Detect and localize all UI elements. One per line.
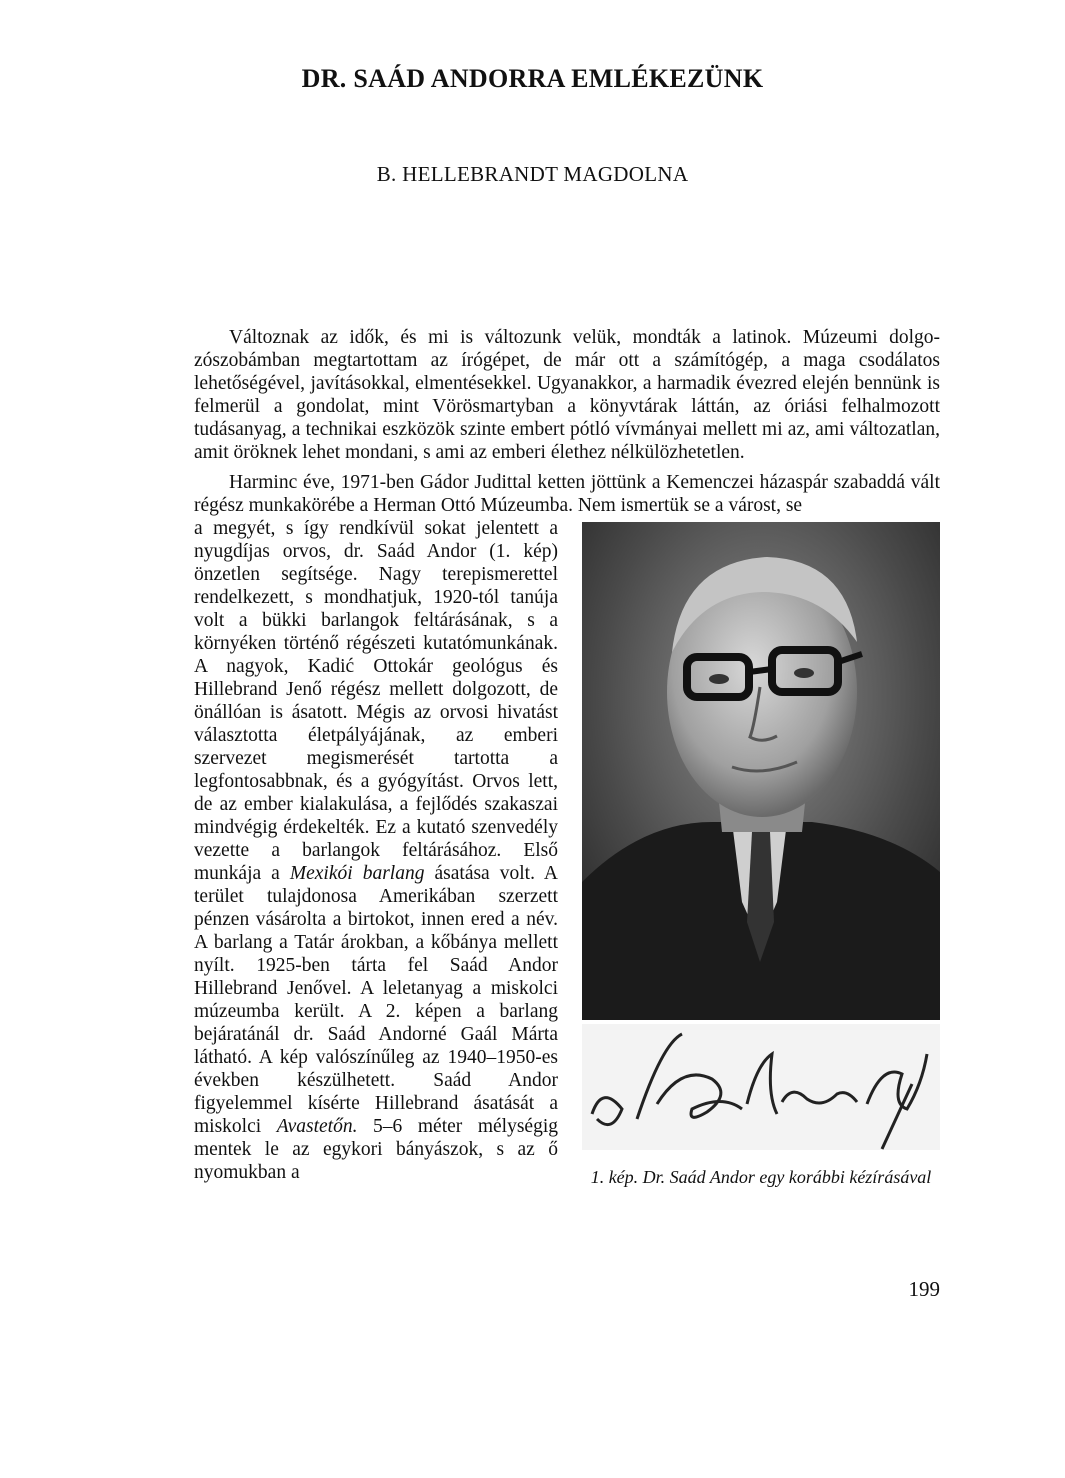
signature-image [582,1024,940,1150]
handwritten-signature-drawing [582,1024,940,1150]
article-author: B. HELLEBRANDT MAGDOLNA [376,162,689,186]
column-text-part1: a megyét, s így rendkívül sokat jelentett a nyugdíjas orvos, dr. Saád Andor (1. kép) önzetlen segítsége. Nagy terepismerettel rendelkezett, s mondhatjuk, 1920-tól tanúja volt a bükki barlangok feltárásának, s a környéken történő régészeti kutatómunkának. A nagyok, Kadić Ottokár geológus és Hillebrand Jenő régész mellett dolgozott, de önállóan is ásatott. Mégis az orvosi hivatást választotta életpályájának, az emberi szervezet megismerését tartotta a legfontosabbnak, és a gyógyítást. Orvos lett, de az ember kialakulása, a fejlődés szakaszai mindvégig érdekelték. Ez a kutató szenvedély vezette a barlangok feltárásához. Első munkája a [194,518,558,884]
paragraph-second-lead: Harminc éve, 1971-ben Gádor Judittal ketten jöttünk a Kemenczei házaspár szabaddá vált régész munkakörébe a Herman Ottó Múzeumba. Nem ismertük se a várost, se [194,472,940,516]
portrait-photo [582,522,940,1020]
figure-caption: 1. kép. Dr. Saád Andor egy korábbi kézírásával [590,1167,932,1187]
emphasis-mexikoi-barlang: Mexikói barlang [289,863,425,884]
paragraph-column [194,517,558,1184]
page-number: 199 [908,1277,940,1301]
article-title: DR. SAÁD ANDORRA EMLÉKEZÜNK [301,64,764,93]
column-text-part2: ásatása volt. A terület tulajdonosa Amerikában szerzett pénzen vásárolta a birtokot, innen ered a név. A barlang a Tatár árokban, a kőbánya mellett nyílt. 1925-ben tárta fel Saád Andor Hillebrand Jenővel. A leletanyag a miskolci múzeumba került. A 2. képen a barlang bejáratánál dr. Saád Andorné Gaál Márta látható. A kép valószínűleg az 1940–1950-es években készülhetett. Saád Andor figyelemmel kísérte Hillebrand ásatását a miskolci [194,863,558,1137]
portrait-drawing [582,522,940,1020]
column-text-part3: 5–6 méter mélységig mentek le az egykori bányászok, s az ő nyomukban a [194,1116,558,1183]
emphasis-avasteto: Avastetőn. [276,1116,358,1137]
paragraph-intro: Változnak az idők, és mi is változunk velük, mondták a latinok. Múzeumi dolgozószobámban megtartottam az írógépet, de már ott a számítógép, a maga csodálatos lehetőségével, javításokkal, elmentésekkel. Ugyanakkor, a harmadik évezred elején bennünk is felmerül a gondolat, mint Vörösmartyban a könyvtárak láttán, az óriási felhalmozott tudásanyag, a technikai eszközök szinte embert pótló vívmányai mellett mi az, ami változatlan, amit öröknek lehet mondani, s ami az emberi élethez nélkülözhetetlen. [194,327,940,463]
